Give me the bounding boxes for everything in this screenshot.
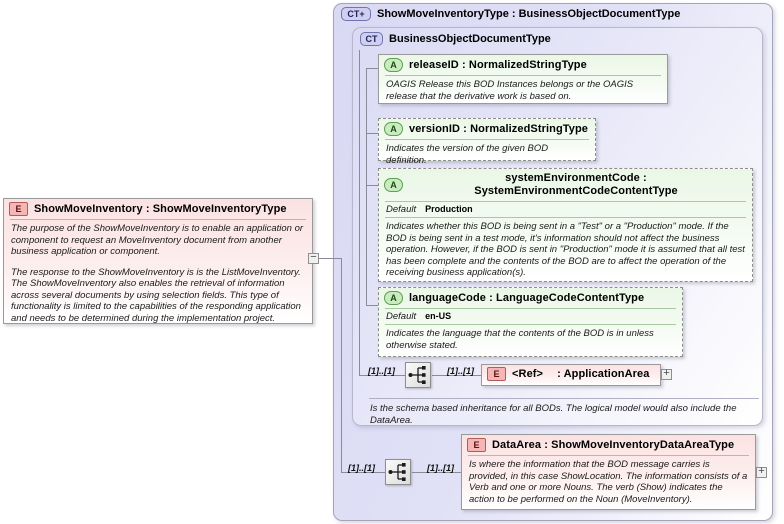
root-element-doc-p1: The purpose of the ShowMoveInventory is to enable an application or component to request an MoveInventory document from another business application or component. <box>11 223 304 257</box>
element-dataarea-header <box>462 435 755 455</box>
complex-type-title: ShowMoveInventoryType : BusinessObjectDocumentType <box>377 8 681 20</box>
attribute-releaseid-header <box>379 55 667 75</box>
element-applicationarea[interactable] <box>481 364 661 386</box>
content-spine <box>359 50 360 375</box>
branch-releaseid <box>366 68 378 69</box>
sequence-icon <box>386 460 410 484</box>
root-element-doc-p2: The response to the ShowMoveInventory is is the ListMoveInventory. The ShowMoveInventory also enables the retrieval of information across several documents by using selection fields. This type of functionality is limited to the capabilities of the responding application and needs to be determined during the implementation project. <box>11 266 301 324</box>
attribute-systemenvironmentcode-title: systemEnvironmentCode : SystemEnvironmentCodeContentType <box>474 172 678 197</box>
root-element-doc <box>4 220 312 328</box>
base-type-doc-rule <box>369 398 759 399</box>
dataarea-cardinality-right: [1]..[1] <box>427 463 454 473</box>
attribute-versionid[interactable] <box>378 118 596 166</box>
attribute-languagecode-title: languageCode : LanguageCodeContentType <box>409 291 645 304</box>
attribute-languagecode-default <box>379 309 682 324</box>
attribute-badge: A <box>384 122 403 136</box>
default-value: en-US <box>425 311 452 321</box>
element-applicationarea-header <box>482 365 660 383</box>
attribute-releaseid-doc: OAGIS Release this BOD Instances belongs or the OAGIS release that the derivative work is based on. <box>386 79 634 102</box>
attribute-systemenvironmentcode-header <box>379 169 752 201</box>
sequence-icon <box>406 363 430 387</box>
complex-type-badge: CT+ <box>341 7 371 21</box>
attribute-spine <box>366 68 367 305</box>
branch-systemenv <box>366 185 378 186</box>
element-badge: E <box>9 202 28 216</box>
element-dataarea-doc: Is where the information that the BOD message carries is provided, in this case ShowLocation. The information consists of a Verb and one or more Nouns. The verb (Show) indicates the action to be performed on the Noun (MoveInventory). <box>469 459 748 505</box>
attribute-languagecode[interactable] <box>378 287 683 357</box>
attribute-releaseid[interactable] <box>378 54 668 104</box>
attribute-languagecode-header <box>379 288 682 308</box>
attribute-versionid-title: versionID : NormalizedStringType <box>409 122 589 135</box>
default-label: Default <box>386 204 417 215</box>
branch-languagecode <box>366 305 378 306</box>
apparea-cardinality-right: [1]..[1] <box>447 366 474 376</box>
sequence-compositor-dataarea[interactable] <box>385 459 411 485</box>
dataarea-cardinality-left: [1]..[1] <box>348 463 375 473</box>
attribute-versionid-doc: Indicates the version of the given BOD definition. <box>386 143 549 166</box>
attribute-systemenvironmentcode-default <box>379 202 752 217</box>
base-type-badge: CT <box>360 32 383 46</box>
attribute-versionid-header <box>379 119 595 139</box>
dataarea-expand-toggle[interactable]: + <box>756 467 767 478</box>
outer-spine <box>341 258 342 472</box>
apparea-cardinality-left: [1]..[1] <box>368 366 395 376</box>
attribute-releaseid-title: releaseID : NormalizedStringType <box>409 58 587 71</box>
attribute-systemenvironmentcode[interactable] <box>378 168 753 282</box>
applicationarea-expand-toggle[interactable]: + <box>661 369 672 380</box>
root-element-header <box>4 199 312 219</box>
base-type-header <box>360 32 551 46</box>
branch-versionid <box>366 133 378 134</box>
default-label: Default <box>386 311 417 322</box>
base-type-doc: Is the schema based inheritance for all BODs. The logical model would also include the DataArea. <box>370 403 737 426</box>
base-type-title: BusinessObjectDocumentType <box>389 33 551 45</box>
element-dataarea-title: DataArea : ShowMoveInventoryDataAreaType <box>492 438 735 451</box>
element-applicationarea-ref: <Ref> <box>512 367 544 380</box>
root-element-title: ShowMoveInventory : ShowMoveInventoryType <box>34 202 287 215</box>
attribute-badge: A <box>384 58 403 72</box>
element-badge: E <box>467 438 486 452</box>
element-applicationarea-title: : ApplicationArea <box>557 367 650 380</box>
attribute-systemenvironmentcode-doc: Indicates whether this BOD is being sent in a "Test" or a "Production" mode. If the BOD is being sent in a test mode, it's information should not affect the business operation. However, if the BOD is sent in "Production" mode it is assumed that all test has been complete and the contents of the BOD are to affect the operation of the receiving business application(s). <box>386 221 745 278</box>
default-value: Production <box>425 204 473 214</box>
attribute-badge: A <box>384 178 403 192</box>
attribute-badge: A <box>384 291 403 305</box>
element-dataarea[interactable] <box>461 434 756 510</box>
attribute-languagecode-doc: Indicates the language that the contents of the BOD is in unless otherwise stated. <box>386 328 654 351</box>
sequence-compositor-apparea[interactable] <box>405 362 431 388</box>
complex-type-header <box>341 7 680 21</box>
root-element-collapse-toggle[interactable]: − <box>308 253 319 264</box>
root-element-box[interactable] <box>3 198 313 324</box>
element-badge: E <box>487 367 506 381</box>
